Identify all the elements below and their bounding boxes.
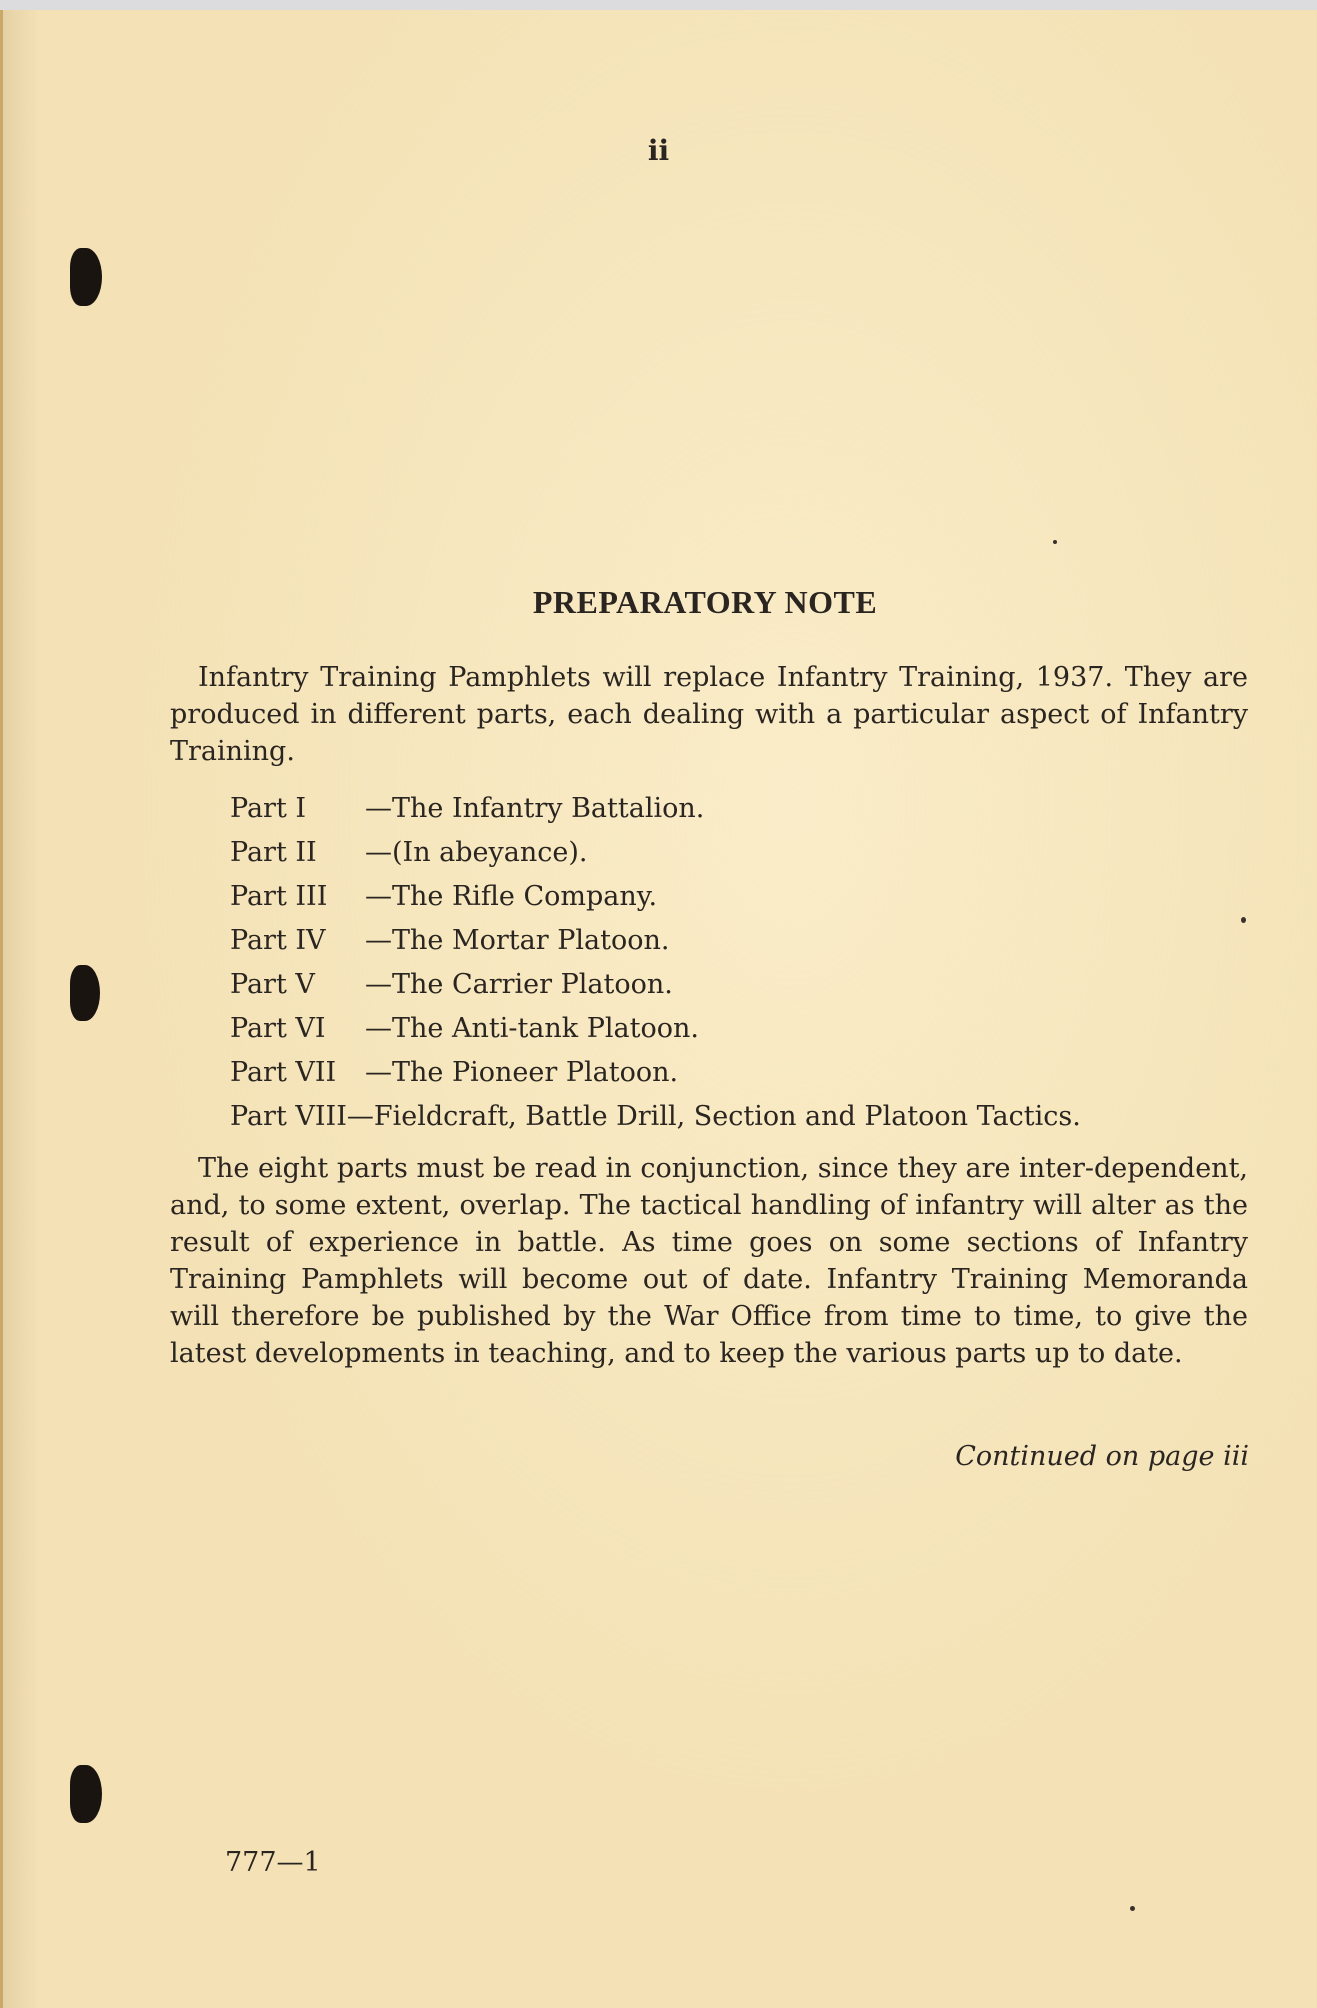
part-description: —(In abeyance). — [365, 837, 588, 868]
part-description: —The Anti-tank Platoon. — [365, 1013, 699, 1044]
part-label: Part II — [230, 837, 317, 868]
punch-hole — [70, 1765, 102, 1823]
list-item — [230, 831, 1260, 875]
page-title: PREPARATORY NOTE — [532, 584, 878, 620]
part-label: Part I — [230, 793, 307, 824]
list-item — [230, 1051, 1260, 1095]
part-label: Part VII — [230, 1057, 337, 1088]
scan-top-border — [0, 0, 1317, 10]
part-label: Part VI — [230, 1013, 326, 1044]
list-item — [230, 875, 1260, 919]
part-description: —The Rifle Company. — [365, 881, 658, 912]
part-description: —The Pioneer Platoon. — [365, 1057, 679, 1088]
list-item — [230, 1007, 1260, 1051]
part-description: —The Carrier Platoon. — [365, 969, 673, 1000]
continued-note: Continued on page iii — [955, 1441, 1249, 1472]
footer-code: 777—1 — [225, 1847, 321, 1878]
part-label: Part V — [230, 969, 315, 1000]
intro-paragraph: Infantry Training Pamphlets will replace Infantry Training, 1937. They are produced in different parts, each dealing with a particular aspect of Infantry Training. — [170, 662, 1248, 767]
list-item — [230, 1095, 1260, 1139]
page-number: ii — [647, 134, 670, 167]
part-description: —The Infantry Battalion. — [365, 793, 705, 824]
part-label: Part VIII — [230, 1101, 347, 1132]
paper-speck — [1130, 1906, 1135, 1911]
part-label: Part III — [230, 881, 328, 912]
parts-list — [230, 787, 1260, 1139]
punch-hole — [70, 248, 102, 306]
list-item — [230, 787, 1260, 831]
paper-speck — [1053, 540, 1057, 544]
punch-hole — [70, 965, 100, 1021]
part-description: —The Mortar Platoon. — [365, 925, 670, 956]
list-item — [230, 919, 1260, 963]
part-description: —Fieldcraft, Battle Drill, Section and Platoon Tactics. — [346, 1101, 1081, 1132]
page-left-edge — [0, 10, 3, 2008]
list-item — [230, 963, 1260, 1007]
closing-paragraph: The eight parts must be read in conjunction, since they are inter-dependent, and, to some extent, overlap. The tactical handling of infantry will alter as the result of experience in battle. As time goes on some sections of Infantry Training Pamphlets will become out of date. Infantry Training Memoranda will therefore be published by the War Office from time to time, to give the latest developments in teaching, and to keep the various parts up to date. — [170, 1153, 1248, 1369]
part-label: Part IV — [230, 925, 326, 956]
